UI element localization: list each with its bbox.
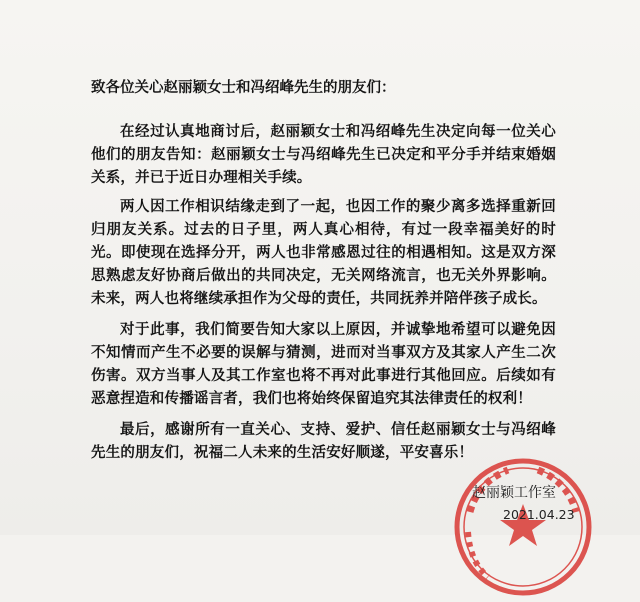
- letter-date: 2021.04.23: [503, 507, 575, 522]
- paragraph-background: 两人因工作相识结缘走到了一起，也因工作的聚少离多选择重新回归朋友关系。过去的日子里，两人真心相待，有过一段幸福美好的时光。即使现在选择分开，两人也非常感恩过往的相遇相知。这是双方深思熟虑友好协商后做出的共同决定，无关网络流言，也无关外界影响。未来，两人也将继续承担作为父母的责任，共同抚养并陪伴孩子成长。: [91, 198, 556, 307]
- paragraph-announcement: 在经过认真地商讨后，赵丽颖女士和冯绍峰先生决定向每一位关心他们的朋友告知：赵丽颖女士与冯绍峰先生已决定和平分手并结束婚姻关系，并已于近日办理相关手续。: [91, 123, 556, 186]
- letter-salutation: 致各位关心赵丽颖女士和冯绍峰先生的朋友们：: [91, 79, 396, 96]
- letter-signature: 赵丽颖工作室: [472, 485, 556, 501]
- studio-seal-icon: [448, 452, 598, 602]
- paragraph-closing: 最后，感谢所有一直关心、支持、爱护、信任赵丽颖女士与冯绍峰先生的朋友们，祝福二人未来的生活安好顺遂，平安喜乐！: [91, 421, 556, 461]
- paragraph-request: 对于此事，我们简要告知大家以上原因，并诚挚地希望可以避免因不知情而产生不必要的误解与猜测，进而对当事双方及其家人产生二次伤害。双方当事人及其工作室也将不再对此事进行其他回应。后续如有恶意捏造和传播谣言者，我们也将始终保留追究其法律责任的权利！: [91, 321, 556, 407]
